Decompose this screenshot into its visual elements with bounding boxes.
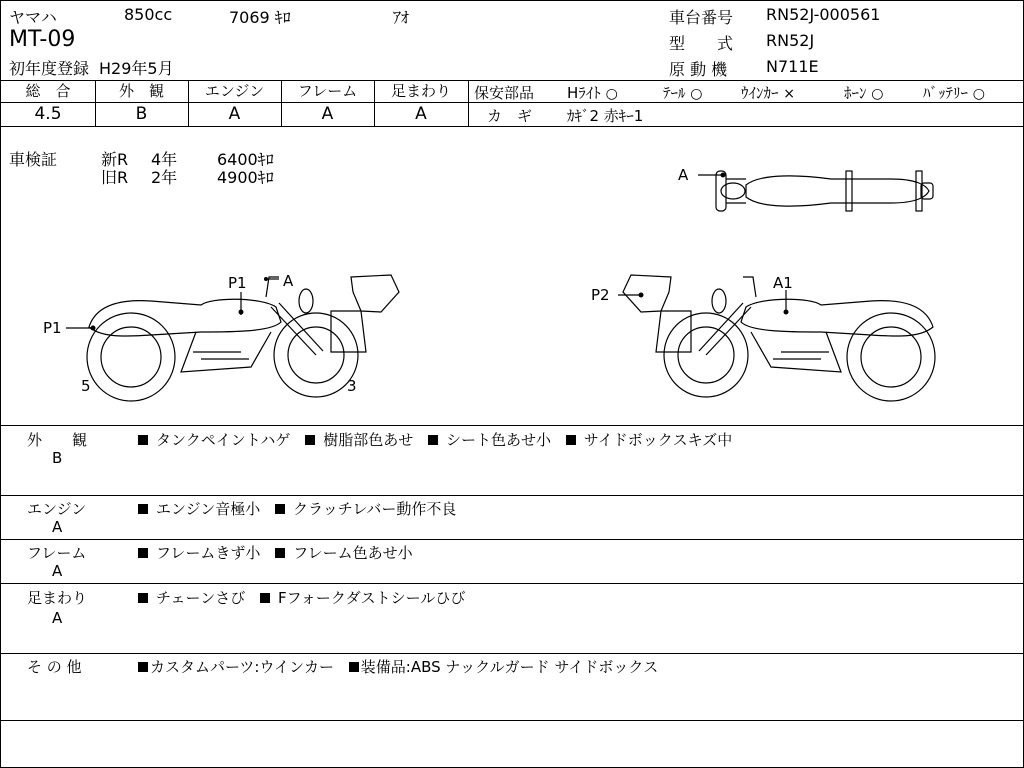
type-value: RN52J [766, 31, 815, 50]
note-label-exterior: 外 観 [27, 431, 88, 449]
inspection-old-years: 2年 [151, 168, 178, 187]
grade-exterior: B [135, 104, 148, 124]
note-label-frame: フレーム [27, 544, 87, 562]
mark-right-p2: P2 [591, 286, 610, 304]
frame-number-label: 車台番号 [669, 8, 734, 27]
inspection-old-label: 旧R [101, 168, 129, 187]
model-name: MT-09 [9, 27, 76, 52]
safety-headlight: Hﾗｲﾄ ○ [567, 84, 618, 102]
engine-model-value: N711E [766, 57, 819, 76]
grade-header-suspension: 足まわり [390, 82, 451, 100]
note-items-other: カスタムパーツ:ウインカー 装備品:ABS ナックルガード サイドボックス [138, 656, 658, 677]
grade-header-exterior: 外 観 [118, 82, 164, 100]
mark-top-a: A [678, 166, 689, 184]
grade-frame: A [321, 104, 334, 124]
inspection-old-price: 4900ｷﾛ [217, 168, 274, 187]
inspection-new-price: 6400ｷﾛ [217, 150, 274, 169]
first-registration-value: H29年5月 [99, 59, 174, 78]
displacement: 850cc [124, 5, 173, 24]
note-label-other: そ の 他 [27, 658, 82, 676]
mark-left-p1-tank: P1 [228, 274, 247, 292]
grid-line [1, 425, 1023, 426]
grade-engine: A [228, 104, 241, 124]
headlight-mark: ○ [605, 86, 618, 102]
top-view-motorcycle [698, 171, 933, 211]
grade-overall: 4.5 [34, 104, 62, 124]
note-grade-engine: A [52, 518, 63, 536]
mark-left-3: 3 [347, 377, 357, 395]
damage-diagram [1, 127, 1023, 427]
grid-line [1, 653, 1023, 654]
tail-mark: ○ [690, 86, 703, 102]
mileage: 7069 ｷﾛ [229, 8, 291, 27]
safety-battery: ﾊﾞｯﾃﾘｰ ○ [923, 84, 986, 102]
note-items-frame: フレームきず小 フレーム色あせ小 [138, 542, 413, 563]
battery-mark: ○ [972, 86, 986, 102]
grade-header-engine: エンジン [204, 82, 265, 100]
key-value: ｶｷﾞ2 赤ｷｰ1 [567, 107, 644, 125]
mark-left-a: A [283, 272, 294, 290]
note-grade-frame: A [52, 562, 63, 580]
horn-mark: ○ [871, 86, 884, 102]
engine-model-label: 原 動 機 [669, 60, 728, 79]
color: ｱｵ [393, 8, 410, 27]
safety-parts-label: 保安部品 [474, 84, 535, 102]
safety-horn: ﾎｰﾝ ○ [844, 84, 884, 102]
frame-number-value: RN52J-000561 [766, 5, 881, 24]
note-label-engine: エンジン [27, 500, 87, 518]
grade-header-frame: フレーム [297, 82, 358, 100]
grid-line [1, 495, 1023, 496]
safety-tail: ﾃｰﾙ ○ [663, 84, 703, 102]
note-grade-exterior: B [52, 449, 63, 467]
maker: ヤマハ [9, 8, 57, 27]
first-registration-label: 初年度登録 [9, 59, 90, 78]
note-items-suspension: チェーンさび Fフォークダストシールひび [138, 587, 465, 608]
note-grade-suspension: A [52, 609, 63, 627]
grid-line [1, 583, 1023, 584]
safety-winker: ｳｲﾝｶｰ × [741, 84, 796, 102]
mark-left-p1-rear: P1 [43, 319, 62, 337]
grade-suspension: A [415, 104, 427, 124]
key-label: カ ギ [487, 107, 533, 125]
right-side-motorcycle [618, 275, 935, 401]
note-label-suspension: 足まわり [27, 589, 88, 607]
mark-right-a1: A1 [773, 274, 793, 292]
grid-line [1, 720, 1023, 721]
grid-line [1, 539, 1023, 540]
inspection-label: 車検証 [9, 150, 58, 169]
inspection-new-label: 新R [101, 150, 129, 169]
inspection-new-years: 4年 [151, 150, 178, 169]
mark-left-5: 5 [81, 377, 91, 395]
winker-mark: × [783, 86, 796, 102]
note-items-exterior: タンクペイントハゲ 樹脂部色あせ シート色あせ小 サイドボックスキズ中 [138, 429, 732, 450]
note-items-engine: エンジン音極小 クラッチレバー動作不良 [138, 498, 456, 519]
grid-line [468, 80, 469, 126]
grade-header-overall: 総 合 [25, 82, 71, 100]
type-label: 型 式 [669, 34, 734, 53]
